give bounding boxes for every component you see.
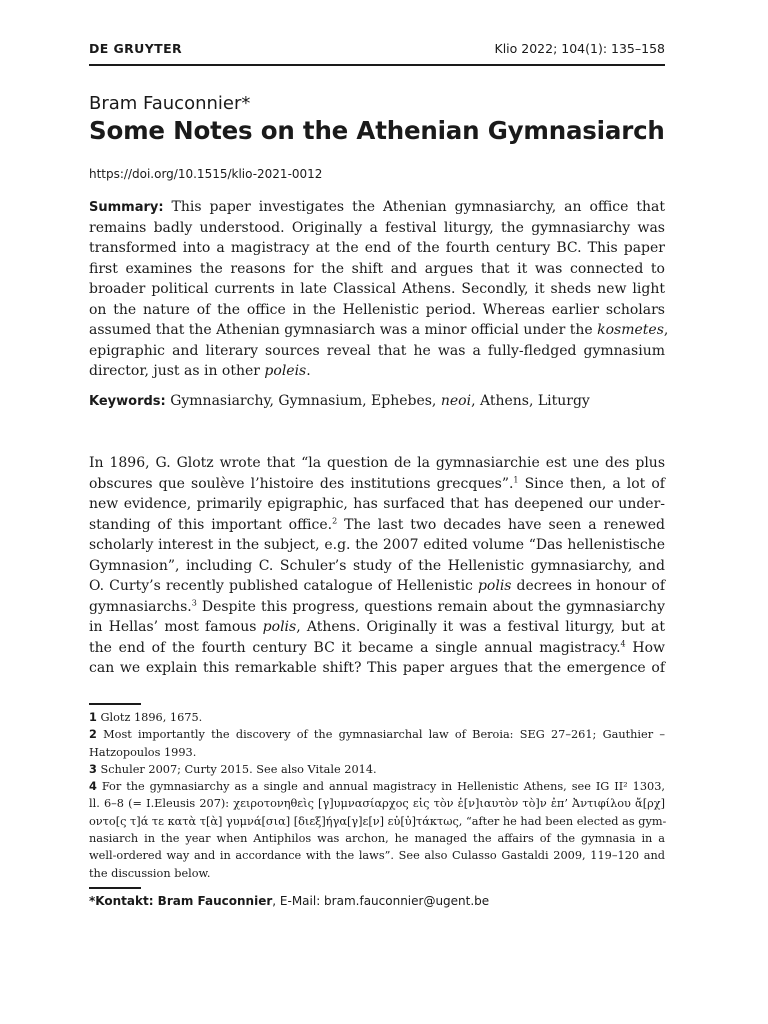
body-line: scholarly interest in the subject, e.g. the 2007 edited volume “Das hellenistische — [89, 537, 665, 553]
body-text: decrees in honour of — [511, 578, 665, 594]
summary-text: transformed into a magistracy at the end of the fourth century BC. This paper — [89, 240, 665, 256]
footnotes — [89, 709, 665, 882]
footnote-text: the discussion below. — [89, 866, 211, 880]
body-text: Despite this progress, questions remain about the gymnasiarchy — [196, 598, 665, 615]
body-line: In 1896, G. Glotz wrote that “la question de la gymnasiarchie est une des plus — [89, 455, 665, 471]
journal-citation: Klio 2022; 104(1): 135–158 — [494, 41, 665, 56]
summary-text: assumed that the Athenian gymnasiarch was a minor official under the — [89, 322, 598, 338]
footnote-text: nasiarch in the year when Antiphilos was archon, he managed the affairs of the gymnasia in a — [89, 832, 665, 846]
keywords-text: Gymnasiarchy, Gymnasium, Ephebes, — [170, 393, 441, 409]
summary-text: epigraphic and literary sources reveal that he was a fully-fledged gymnasium — [89, 342, 665, 359]
body-text: O. Curty’s recently published catalogue of Hellenistic — [89, 578, 478, 594]
footnote-text: Schuler 2007; Curty 2015. See also Vitale 2014. — [100, 762, 377, 776]
keywords — [89, 391, 665, 412]
summary-label: Summary: — [89, 200, 164, 215]
journal-page — [89, 0, 669, 1024]
article-title: Some Notes on the Athenian Gymnasiarch — [89, 116, 665, 145]
summary-italic: poleis — [264, 363, 307, 379]
footnote-ref[interactable]: 3 — [191, 597, 197, 607]
body-text: in Hellas’ most famous — [89, 619, 263, 635]
body-text: obscures que soulève l’histoire des institutions grecques”. — [89, 475, 514, 492]
footnote-2 — [89, 726, 665, 743]
summary-text: This paper investigates the Athenian gymnasiarchy, an office that — [171, 199, 665, 215]
body-italic: polis — [262, 619, 297, 635]
keywords-text: , Athens, Liturgy — [471, 393, 590, 409]
running-header — [89, 40, 665, 60]
body-text: standing of this important office. — [89, 516, 333, 533]
footnote-text: For the gymnasiarchy as a single and annual magistracy in Hellenistic Athens, see IG II² 1303, — [101, 780, 666, 794]
contact-label: *Kontakt: Bram Fauconnier — [89, 894, 273, 908]
body-italic: polis — [477, 578, 512, 594]
keywords-italic: neoi — [440, 393, 472, 409]
body-line: can we explain this remarkable shift? This paper argues that the emergence of — [89, 660, 665, 676]
body-line: new evidence, primarily epigraphic, has surfaced that has deepened our under- — [89, 496, 665, 512]
summary-text: . — [306, 363, 311, 379]
footnote-number: 2 — [89, 728, 97, 742]
body-text: , Athens. Originally it was a festival liturgy, but at — [296, 619, 665, 635]
footnote-text: Most importantly the discovery of the gymnasiarchal law of Beroia: SEG 27–261; Gauthier – — [103, 728, 665, 742]
summary-text: director, just as in other — [89, 363, 265, 379]
footnote-number: 4 — [89, 780, 97, 794]
contact-divider — [89, 887, 141, 889]
footnote-text: well-ordered way and in accordance with the laws”. See also Culasso Gastaldi 2009, 119–120 and — [89, 849, 665, 863]
footnote-divider — [89, 703, 141, 705]
footnote-number: 1 — [89, 711, 97, 724]
author-name: Bram Fauconnier* — [89, 93, 251, 114]
body-paragraph — [89, 453, 665, 679]
body-line: Gymnasion”, including C. Schuler’s study of the Hellenistic gymnasiarchy, and — [89, 557, 665, 574]
footnote-number: 3 — [89, 762, 97, 776]
summary-italic: kosmetes — [597, 322, 664, 338]
footnote-text: οντο[ς τ]ά τε κατὰ τ[ὰ] γυμνά[σια] [διεξ]ήγα[γ]ε[ν] εὐ[ὐ]τάκτως, “after he had been elected as gym- — [89, 814, 667, 828]
summary-text: remains badly understood. Originally a festival liturgy, the gymnasiarchy was — [89, 219, 665, 236]
body-text: gymnasiarchs. — [89, 598, 192, 615]
contact-info — [89, 894, 489, 908]
summary-abstract — [89, 197, 669, 382]
footnote-text: ll. 6–8 (= I.Eleusis 207): χειροτονηθεὶς [γ]υμνασίαρχος εἰς τὸν ἐ[ν]ιαυτὸν τὸ]ν ἐπ’ Ἀντιφίλου ἄ[ρχ] — [89, 797, 665, 811]
body-text: the end of the fourth century BC it became a single annual magistracy. — [89, 639, 621, 656]
summary-text: on the nature of the office in the Hellenistic period. Whereas earlier scholars — [89, 301, 665, 318]
body-text: The last two decades have seen a renewed — [337, 516, 666, 533]
summary-text: first examines the reasons for the shift and argues that it was connected to — [89, 260, 665, 277]
footnote-4 — [89, 778, 665, 795]
body-text: Since then, a lot of — [518, 475, 665, 492]
footnote-ref[interactable]: 1 — [513, 474, 519, 484]
header-rule — [89, 64, 665, 66]
summary-text: , — [663, 322, 669, 338]
doi-link[interactable]: https://doi.org/10.1515/klio-2021-0012 — [89, 167, 323, 181]
body-text: How — [625, 639, 666, 656]
footnote-ref[interactable]: 4 — [620, 638, 626, 648]
footnote-1 — [89, 709, 665, 726]
keywords-label: Keywords: — [89, 394, 166, 409]
contact-email[interactable]: , E-Mail: bram.fauconnier@ugent.be — [272, 894, 490, 908]
summary-text: broader political currents in late Classical Athens. Secondly, it sheds new light — [89, 281, 665, 297]
footnote-3 — [89, 761, 665, 778]
footnote-text: Hatzopoulos 1993. — [89, 745, 197, 759]
publisher-name: DE GRUYTER — [89, 41, 183, 56]
footnote-text: Glotz 1896, 1675. — [100, 711, 203, 724]
footnote-ref[interactable]: 2 — [332, 515, 338, 525]
